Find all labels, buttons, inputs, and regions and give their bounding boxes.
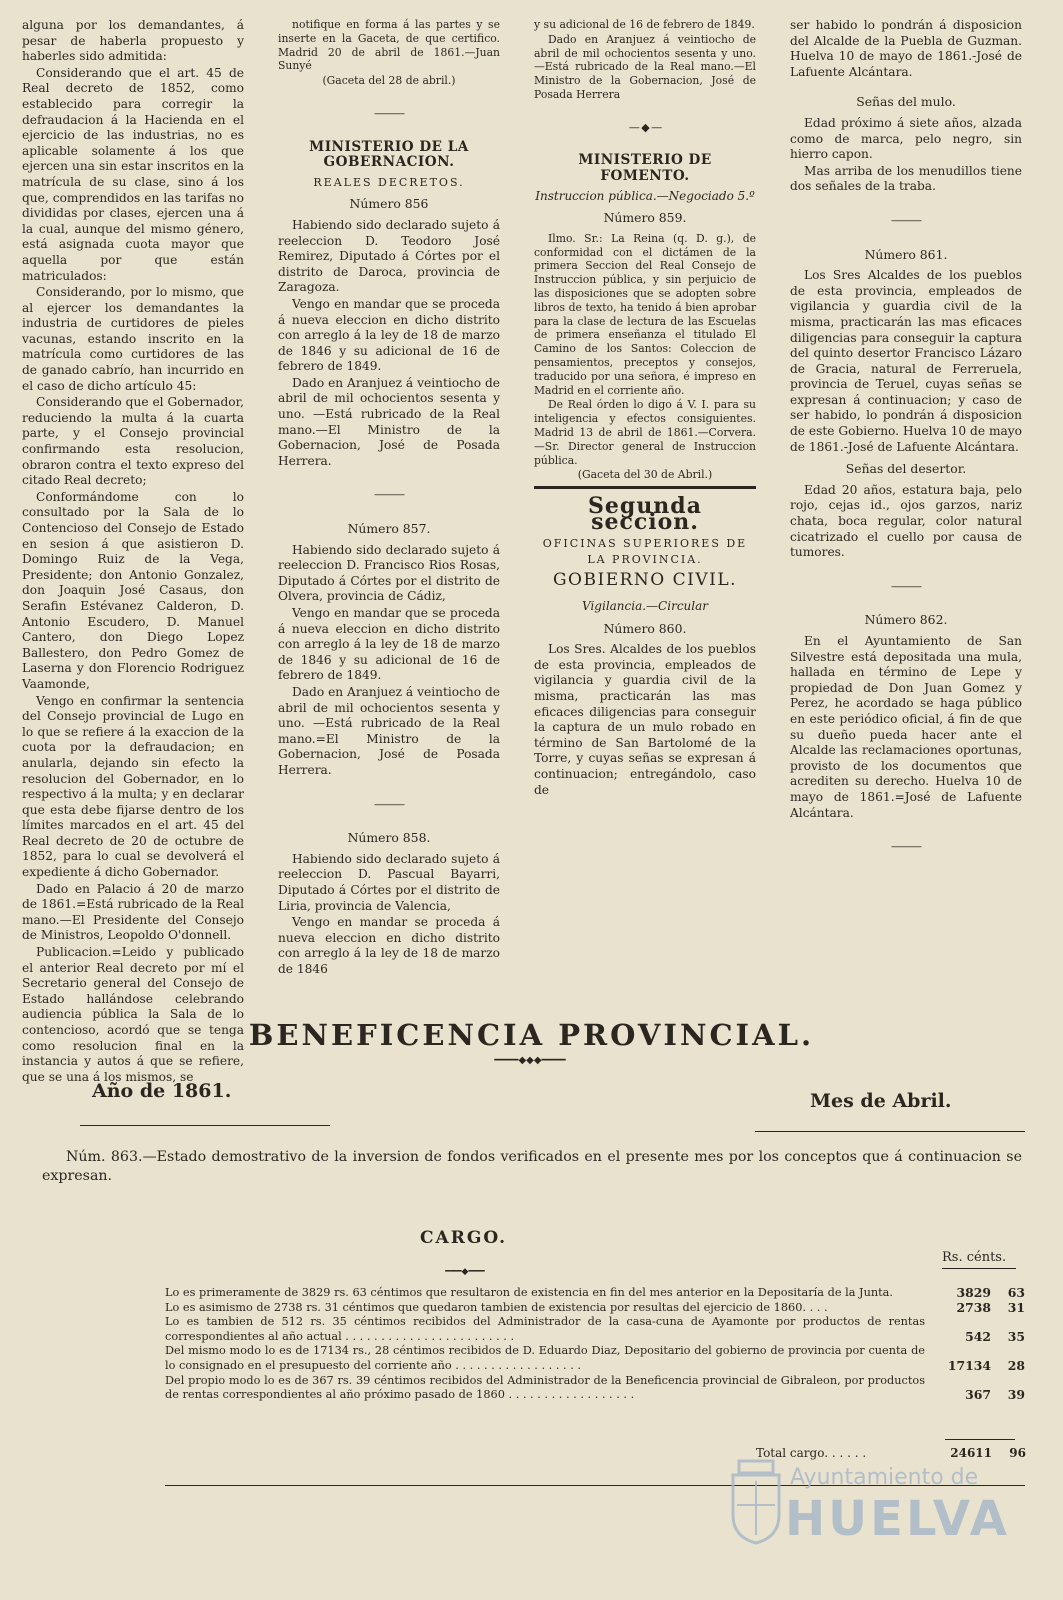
paragraph: Dado en Aranjuez á veintiocho de abril de mil ochocientos sesenta y uno. —Está rubricado de la Real mano.—El Ministro de la Gobernacion, José de Posada Herrera — [534, 32, 756, 101]
reales: 17134 — [947, 1357, 991, 1373]
reales: 3829 — [956, 1285, 991, 1300]
rule — [942, 1268, 1016, 1269]
reales: 24611 — [950, 1446, 992, 1460]
column-3 — [534, 18, 756, 799]
paragraph: Considerando, por lo mismo, que al ejercer los demandantes la industria de curtidores de pieles vacunas, estando inscrito en la matrícula como curtidores de las de ganado cabrío, han incurrido en el caso de dicho artículo 45: — [22, 285, 244, 393]
column-4 — [790, 18, 1022, 873]
paragraph: Mas arriba de los menudillos tiene dos señales de la traba. — [790, 163, 1022, 194]
watermark-line1: Ayuntamiento de — [790, 1465, 979, 1490]
ledger-text: Lo es primeramente de 3829 rs. 63 céntimos que resultaron de existencia en fin del mes anterior en la Depositaría de la Junta. — [165, 1286, 893, 1299]
reales: 367 — [965, 1387, 991, 1403]
reales: 2738 — [956, 1299, 991, 1315]
paragraph: Edad 20 años, estatura baja, pelo rojo, cejas id., ojos garzos, nariz chata, boca regular, color natural cicatrizado el cuello por causa de tumores. — [790, 482, 1022, 560]
gazette-source: (Gaceta del 28 de abril.) — [322, 74, 456, 88]
paragraph: Habiendo sido declarado sujeto á reeleccion D. Pascual Bayarri, Diputado á Córtes por el distrito de Liria, provincia de Valencia, — [278, 851, 500, 913]
paragraph: Los Sres. Alcaldes de los pueblos de esta provincia, empleados de vigilancia y guardia civil de la misma, practicarán las mas eficaces diligencias para conseguir la captura de un mulo robado en término de San Bartolomé de la Torre, y cuyas señas se expresan á continuacion; entregándolo, caso de — [534, 642, 756, 797]
separator: ——— — [374, 106, 404, 120]
ledger-row — [165, 1344, 1025, 1373]
rule — [80, 1125, 330, 1126]
statement-intro: Núm. 863.—Estado demostrativo de la inversion de fondos verificados en el presente mes por los conceptos que á continuacion se expresan. — [42, 1149, 1022, 1184]
deserter-heading: Señas del desertor. — [845, 461, 967, 477]
centimos: 96 — [1009, 1446, 1026, 1460]
beneficencia-title: BENEFICENCIA PROVINCIAL. — [248, 1018, 815, 1052]
paragraph: Edad próximo á siete años, alzada como de marca, pelo negro, sin hierro capon. — [790, 115, 1022, 162]
ministry-heading: MINISTERIO DE LA GOBERNACION. — [309, 138, 469, 171]
total-label: Total cargo. . . . . . — [756, 1446, 867, 1460]
paragraph: Conformándome con lo consultado por la Sala de lo Contencioso del Consejo de Estado en sesion á que asistieron D. Domingo Ruiz de la Vega, Presidente; don Antonio Gonzalez, don Joaquin José Casaus, don Serafin Estévanez Calderon, D. Antonio Escudero, D. Manuel Cantero, don Diego Lopez Ballestero, don Pedro Gomez de Laserna y don Florencio Rodriguez Vaamonde, — [22, 489, 244, 691]
ledger-row — [165, 1286, 1025, 1301]
paragraph: ser habido lo pondrán á disposicion del Alcalde de la Puebla de Guzman. Huelva 10 de mayo de 1861.-José de Lafuente Alcántara. — [790, 18, 1022, 79]
notice-number: Número 860. — [603, 620, 687, 636]
thick-rule — [534, 486, 756, 489]
column-1 — [22, 18, 244, 1086]
paragraph: Ilmo. Sr.: La Reina (q. D. g.), de conformidad con el dictámen de la primera Seccion del Real Consejo de Instruccion pública, y sin perjuicio de las disposiciones que se adopten sobre libros de texto, ha tenido á bien aprobar para la clase de lectura de las Escuelas de primera enseñanza el titulado El Camino de los Santos: Coleccion de pensamientos, preceptos y consejos, traducido por una señora, é impreso en Madrid en el corriente año. — [534, 231, 756, 397]
archive-watermark — [725, 1455, 1025, 1585]
separator: ——— — [891, 579, 921, 593]
coat-of-arms-icon — [725, 1455, 787, 1545]
centimos: 31 — [1007, 1299, 1025, 1315]
paragraph: alguna por los demandantes, á pesar de haberla propuesto y haberles sido admitida: — [22, 18, 244, 64]
ledger-amount — [929, 1388, 1025, 1403]
centimos: 63 — [1007, 1285, 1025, 1300]
month-label: Mes de Abril. — [810, 1090, 952, 1112]
circular-line: Vigilancia.—Circular — [582, 599, 708, 614]
currency-heading: Rs. cénts. — [942, 1250, 1007, 1265]
cargo-ledger — [165, 1286, 1025, 1403]
centimos: 39 — [1007, 1387, 1025, 1403]
separator: ——— — [891, 840, 921, 854]
separator: ——— — [374, 797, 404, 811]
cargo-heading: CARGO. — [420, 1228, 508, 1248]
paragraph: Dado en Palacio á 20 de marzo de 1861.=Está rubricado de la Real mano.—El Presidente del Consejo de Ministros, Leopoldo O'donnell. — [22, 881, 244, 943]
paragraph: Vengo en mandar se proceda á nueva eleccion en dicho distrito con arreglo á la ley de 18 de marzo de 1846 — [278, 915, 500, 976]
ledger-row — [165, 1374, 1025, 1403]
notice-number: Número 858. — [347, 830, 431, 846]
ornament-rule: ━━━━◆◆◆━━━━ — [494, 1055, 566, 1066]
paragraph: Habiendo sido declarado sujeto á reeleccion D. Teodoro José Remirez, Diputado á Córtes por el distrito de Daroca, provincia de Zaragoza. — [278, 217, 500, 295]
paragraph: En el Ayuntamiento de San Silvestre está depositada una mula, hallada en término de Lepe y propiedad de Don Juan Gomez y Perez, he acordado se haga público en este periódico oficial, á fin de que su dueño pueda hacer ante el Alcalde las reclamaciones oportunas, provisto de los documentos que acrediten su derecho. Huelva 10 de mayo de 1861.=José de Lafuente Alcántara. — [790, 634, 1022, 820]
offices-heading: OFICINAS SUPERIORES DE LA PROVINCIA. — [542, 537, 748, 566]
ledger-amount — [929, 1359, 1025, 1374]
paragraph: Vengo en confirmar la sentencia del Consejo provincial de Lugo en lo que se refiere á la exaccion de la cuota por la defraudacion; en anularla, dejando sin efecto la resolucion del Gobernador, en lo respectivo á la multa; y en declarar que esta debe fijarse dentro de los límites marcados en el art. 45 del Real decreto de 20 de octubre de 1852, para lo cual se devolverá el expediente á dicho Gobernador. — [22, 693, 244, 880]
paragraph: Considerando que el Gobernador, reduciendo la multa á la cuarta parte, y el Consejo provincial confirmando esta resolucion, obraron contra el texto expreso del citado Real decreto; — [22, 395, 244, 488]
ornament-rule: ━━━◆━━━ — [445, 1267, 485, 1277]
separator: ——— — [891, 213, 921, 227]
notice-number: Número 861. — [864, 246, 948, 262]
ledger-text: Lo es asimismo de 2738 rs. 31 céntimos que quedaron tambien de existencia por resultas del ejercicio de 1860. . . . — [165, 1300, 828, 1314]
paragraph: Dado en Aranjuez á veintiocho de abril de mil ochocientos sesenta y uno. —Está rubricado de la Real mano.—El Ministro de la Gobernacion, José de Posada Herrera. — [278, 375, 500, 468]
ledger-row — [165, 1315, 1025, 1344]
ministry-heading: MINISTERIO DE FOMENTO. — [578, 152, 712, 184]
notice-number: Número 862. — [864, 612, 948, 628]
ledger-text: Del propio modo lo es de 367 rs. 39 céntimos recibidos del Administrador de la Beneficencia provincial de Gibraleon, por productos de rentas correspondientes al año próximo pasado de 1860 . . . . . . . . . . . . . . . . . . — [165, 1373, 925, 1402]
paragraph: y su adicional de 16 de febrero de 1849. — [534, 18, 755, 31]
department-line: Instruccion pública.—Negociado 5.º — [535, 188, 755, 203]
reales: 542 — [965, 1328, 991, 1344]
centimos: 35 — [1007, 1328, 1025, 1344]
separator: ——— — [374, 488, 404, 502]
mule-heading: Señas del mulo. — [856, 94, 956, 110]
paragraph: notifique en forma á las partes y se inserte en la Gaceta, de que certifico. Madrid 20 de abril de 1861.—Juan Sunyé — [278, 18, 500, 73]
paragraph: Vengo en mandar que se proceda á nueva eleccion en dicho distrito con arreglo á la ley de 18 de marzo de 1846 y su adicional de 16 de febrero de 1849. — [278, 296, 500, 374]
centimos: 28 — [1007, 1357, 1025, 1373]
ledger-text: Del mismo modo lo es de 17134 rs., 28 céntimos recibidos de D. Eduardo Diaz, Depositario del gobierno de provincia por cuenta de lo consignado en el presupuesto del corriente año . . . . . . . . . . . . . . . . . . — [165, 1344, 925, 1372]
rule — [755, 1131, 1025, 1132]
notice-number: Número 859. — [603, 210, 687, 226]
watermark-line2: HUELVA — [785, 1491, 1010, 1547]
notice-number: Número 856 — [349, 196, 429, 212]
paragraph: De Real órden lo digo á V. I. para su inteligencia y efectos consiguientes. Madrid 13 de abril de 1861.—Corvera.—Sr. Director general de Instruccion pública. — [534, 398, 756, 467]
paragraph: Dado en Aranjuez á veintiocho de abril de mil ochocientos sesenta y uno. —Está rubricado de la Real mano.=El Ministro de la Gobernacion, José de Posada Herrera. — [278, 684, 500, 777]
year-label: Año de 1861. — [92, 1080, 232, 1102]
paragraph: Habiendo sido declarado sujeto á reeleccion D. Francisco Rios Rosas, Diputado á Córtes por el distrito de Olvera, provincia de Cádiz, — [278, 542, 500, 604]
section-subheading: REALES DECRETOS. — [313, 175, 465, 189]
gobierno-heading: GOBIERNO CIVIL. — [552, 570, 738, 591]
ledger-amount — [929, 1301, 1025, 1316]
separator: — ◆ — — [628, 120, 662, 134]
rule — [945, 1439, 1015, 1440]
ledger-text: Lo es tambien de 512 rs. 35 céntimos recibidos del Administrador de la casa-cuna de Ayamonte por productos de rentas correspondientes al año actual . . . . . . . . . . . . . . . . . . . . . . . . — [165, 1315, 925, 1343]
notice-number: Número 857. — [347, 521, 431, 537]
column-2 — [278, 18, 500, 978]
section-heading: Segunda seccion. — [588, 493, 702, 535]
paragraph: Vengo en mandar que se proceda á nueva eleccion en dicho distrito con arreglo á la ley de 18 de marzo de 1846 y su adicional de 16 de febrero de 1849. — [278, 606, 500, 683]
gazette-source: (Gaceta del 30 de Abril.) — [577, 468, 713, 482]
ledger-amount — [929, 1286, 1025, 1301]
paragraph: Los Sres Alcaldes de los pueblos de esta provincia, empleados de vigilancia y guardia civil de la misma, practicarán las mas eficaces diligencias para conseguir la captura del quinto desertor Francisco Lázaro de Gracia, natural de Ferreruela, provincia de Teruel, cuyas señas se expresan á continuacion; y caso de ser habido, lo pondrán á disposicion de este Gobierno. Huelva 10 de mayo de 1861.-José de Lafuente Alcántara. — [790, 268, 1022, 454]
paragraph: Considerando que el art. 45 de Real decreto de 1852, como establecido para corregir la defraudacion á la Hacienda en el ejercicio de las industrias, no es aplicable solamente á los que ejercen una sin estar inscritos en la matrícula de su clase, sino á los que, comprendidos en las tarifas no divididas por clases, ejercen una á la cual, aunque del mismo género, está asignada cuota mayor que aquella por que están matriculados: — [22, 65, 244, 283]
ledger-amount — [929, 1330, 1025, 1345]
ledger-row — [165, 1301, 1025, 1316]
paragraph: Publicacion.=Leido y publicado el anterior Real decreto por mí el Secretario general del Consejo de Estado hallándose celebrando audiencia pública la Sala de lo contencioso, acordó que se tenga como resolucion final en la instancia y autos á que se refiere, que se una á los mismos, se — [22, 945, 244, 1084]
